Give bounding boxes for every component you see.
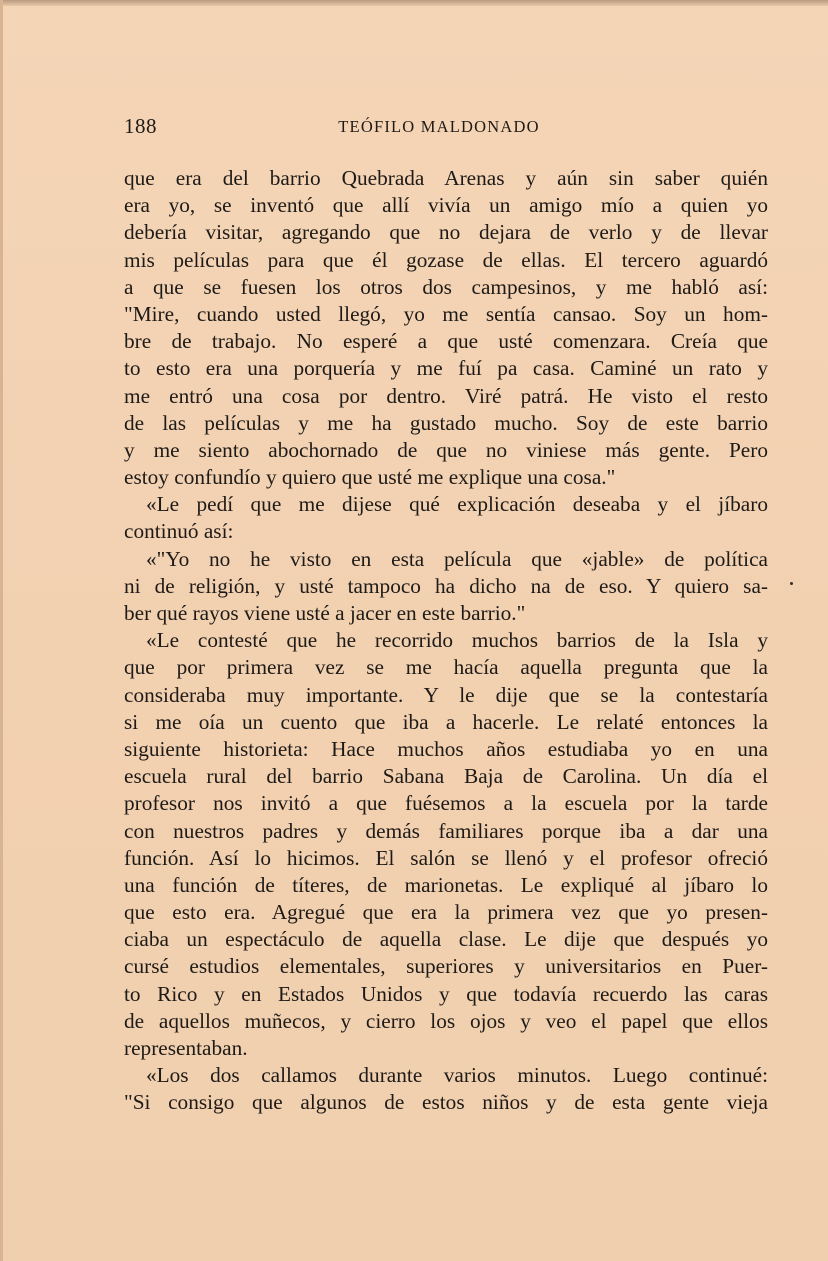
text-line: a que se fuesen los otros dos campesinos, y me habló así: [124, 274, 768, 299]
text-line: «Los dos callamos durante varios minutos. Luego continué: [146, 1063, 768, 1088]
text-line: to Rico y en Estados Unidos y que todavía recuerdo las caras [124, 981, 768, 1006]
text-line: mis películas para que él gozase de ellas. El tercero aguardó [124, 247, 768, 272]
text-line: estoy confundío y quiero que usté me explique una cosa." [124, 465, 616, 490]
text-line: "Si consigo que algunos de estos niños y de esta gente vieja [124, 1090, 768, 1115]
text-line: con nuestros padres y demás familiares porque iba a dar una [124, 818, 768, 843]
text-line: siguiente historieta: Hace muchos años estudiaba yo en una [124, 736, 768, 761]
text-line: si me oía un cuento que iba a hacerle. Le relaté entonces la [124, 709, 768, 734]
page-left-edge [0, 0, 3, 1261]
text-line: "Mire, cuando usted llegó, yo me sentía cansao. Soy un hom- [124, 301, 768, 326]
text-line: representaban. [124, 1036, 248, 1060]
text-line: de aquellos muñecos, y cierro los ojos y veo el papel que ellos [124, 1008, 768, 1033]
text-line: ber qué rayos viene usté a jacer en este barrio." [124, 601, 526, 625]
text-line: me entró una cosa por dentro. Viré patrá. He visto el resto [124, 383, 768, 408]
text-line: «Le contesté que he recorrido muchos barrios de la Isla y [146, 628, 768, 653]
text-line: consideraba muy importante. Y le dije que se la contestaría [124, 682, 768, 707]
text-line: continuó así: [124, 519, 234, 544]
page-number: 188 [124, 114, 157, 138]
text-line: «Le pedí que me dijese qué explicación deseaba y el jíbaro [146, 492, 768, 517]
body-text [124, 165, 768, 1117]
text-line: ciaba un espectáculo de aquella clase. Le dije que después yo [124, 927, 768, 952]
text-line: cursé estudios elementales, superiores y universitarios en Puer- [124, 954, 768, 979]
text-line: una función de títeres, de marionetas. Le expliqué al jíbaro lo [124, 872, 768, 897]
page-top-edge [0, 0, 828, 6]
text-line: que esto era. Agregué que era la primera vez que yo presen- [124, 900, 768, 925]
text-line: función. Así lo hicimos. El salón se llenó y el profesor ofreció [124, 845, 768, 870]
text-line: profesor nos invitó a que fuésemos a la escuela por la tarde [124, 791, 768, 816]
running-head: TEÓFILO MALDONADO [338, 117, 540, 136]
text-line: bre de trabajo. No esperé a que usté comenzara. Creía que [124, 329, 768, 354]
text-line: que por primera vez se me hacía aquella pregunta que la [124, 655, 768, 680]
text-line: debería visitar, agregando que no dejara de verlo y de llevar [124, 220, 768, 245]
text-line: que era del barrio Quebrada Arenas y aún sin saber quién [124, 166, 768, 190]
text-line: de las películas y me ha gustado mucho. Soy de este barrio [124, 410, 768, 435]
text-line: y me siento abochornado de que no viniese más gente. Pero [124, 437, 768, 462]
text-line: «"Yo no he visto en esta película que «jable» de política [146, 546, 768, 571]
ink-speck [790, 582, 793, 585]
text-line: era yo, se inventó que allí vivía un amigo mío a quien yo [124, 193, 768, 218]
text-line: ni de religión, y usté tampoco ha dicho na de eso. Y quiero sa- [124, 573, 768, 598]
text-line: escuela rural del barrio Sabana Baja de Carolina. Un día el [124, 764, 768, 789]
text-line: to esto era una porquería y me fuí pa casa. Caminé un rato y [124, 356, 768, 381]
